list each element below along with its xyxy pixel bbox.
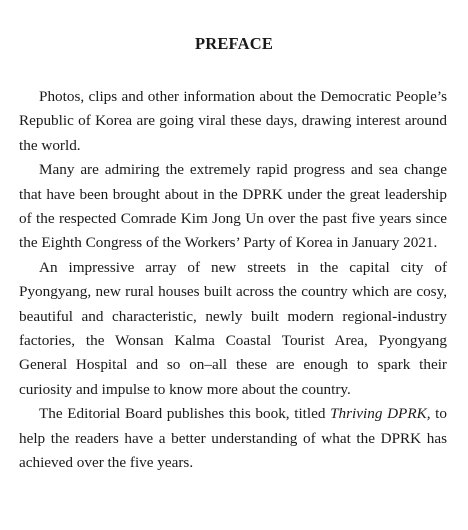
page-title: PREFACE (194, 34, 274, 53)
paragraph-4-tail: to help the readers have a better understanding of what the DPRK has achieved over the five years. (19, 405, 447, 472)
paragraph-4-lead: The Editorial Board publishes this book, titled (39, 405, 331, 423)
paragraph-2: Many are admiring the extremely rapid progress and sea change that have been brought about in the DPRK under the great leadership of the respected Comrade Kim Jong Un over the past five years since the Eighth Congress of the Workers’ Party of Korea in January 2021. (19, 161, 447, 252)
paragraph-1: Photos, clips and other information about the Democratic People’s Republic of Korea are going viral these days, drawing interest around the world. (19, 88, 447, 154)
paragraph-4 (19, 402, 447, 475)
book-title: Thriving DPRK, (330, 405, 431, 423)
preface-body (19, 85, 447, 476)
paragraph-3: An impressive array of new streets in the capital city of Pyongyang, new rural houses built across the country which are cosy, beautiful and characteristic, newly built modern regional-industry factories, the Wonsan Kalma Coastal Tourist Area, Pyongyang General Hospital and so on–all these are enough to spark their curiosity and impulse to know more about the country. (19, 258, 447, 398)
